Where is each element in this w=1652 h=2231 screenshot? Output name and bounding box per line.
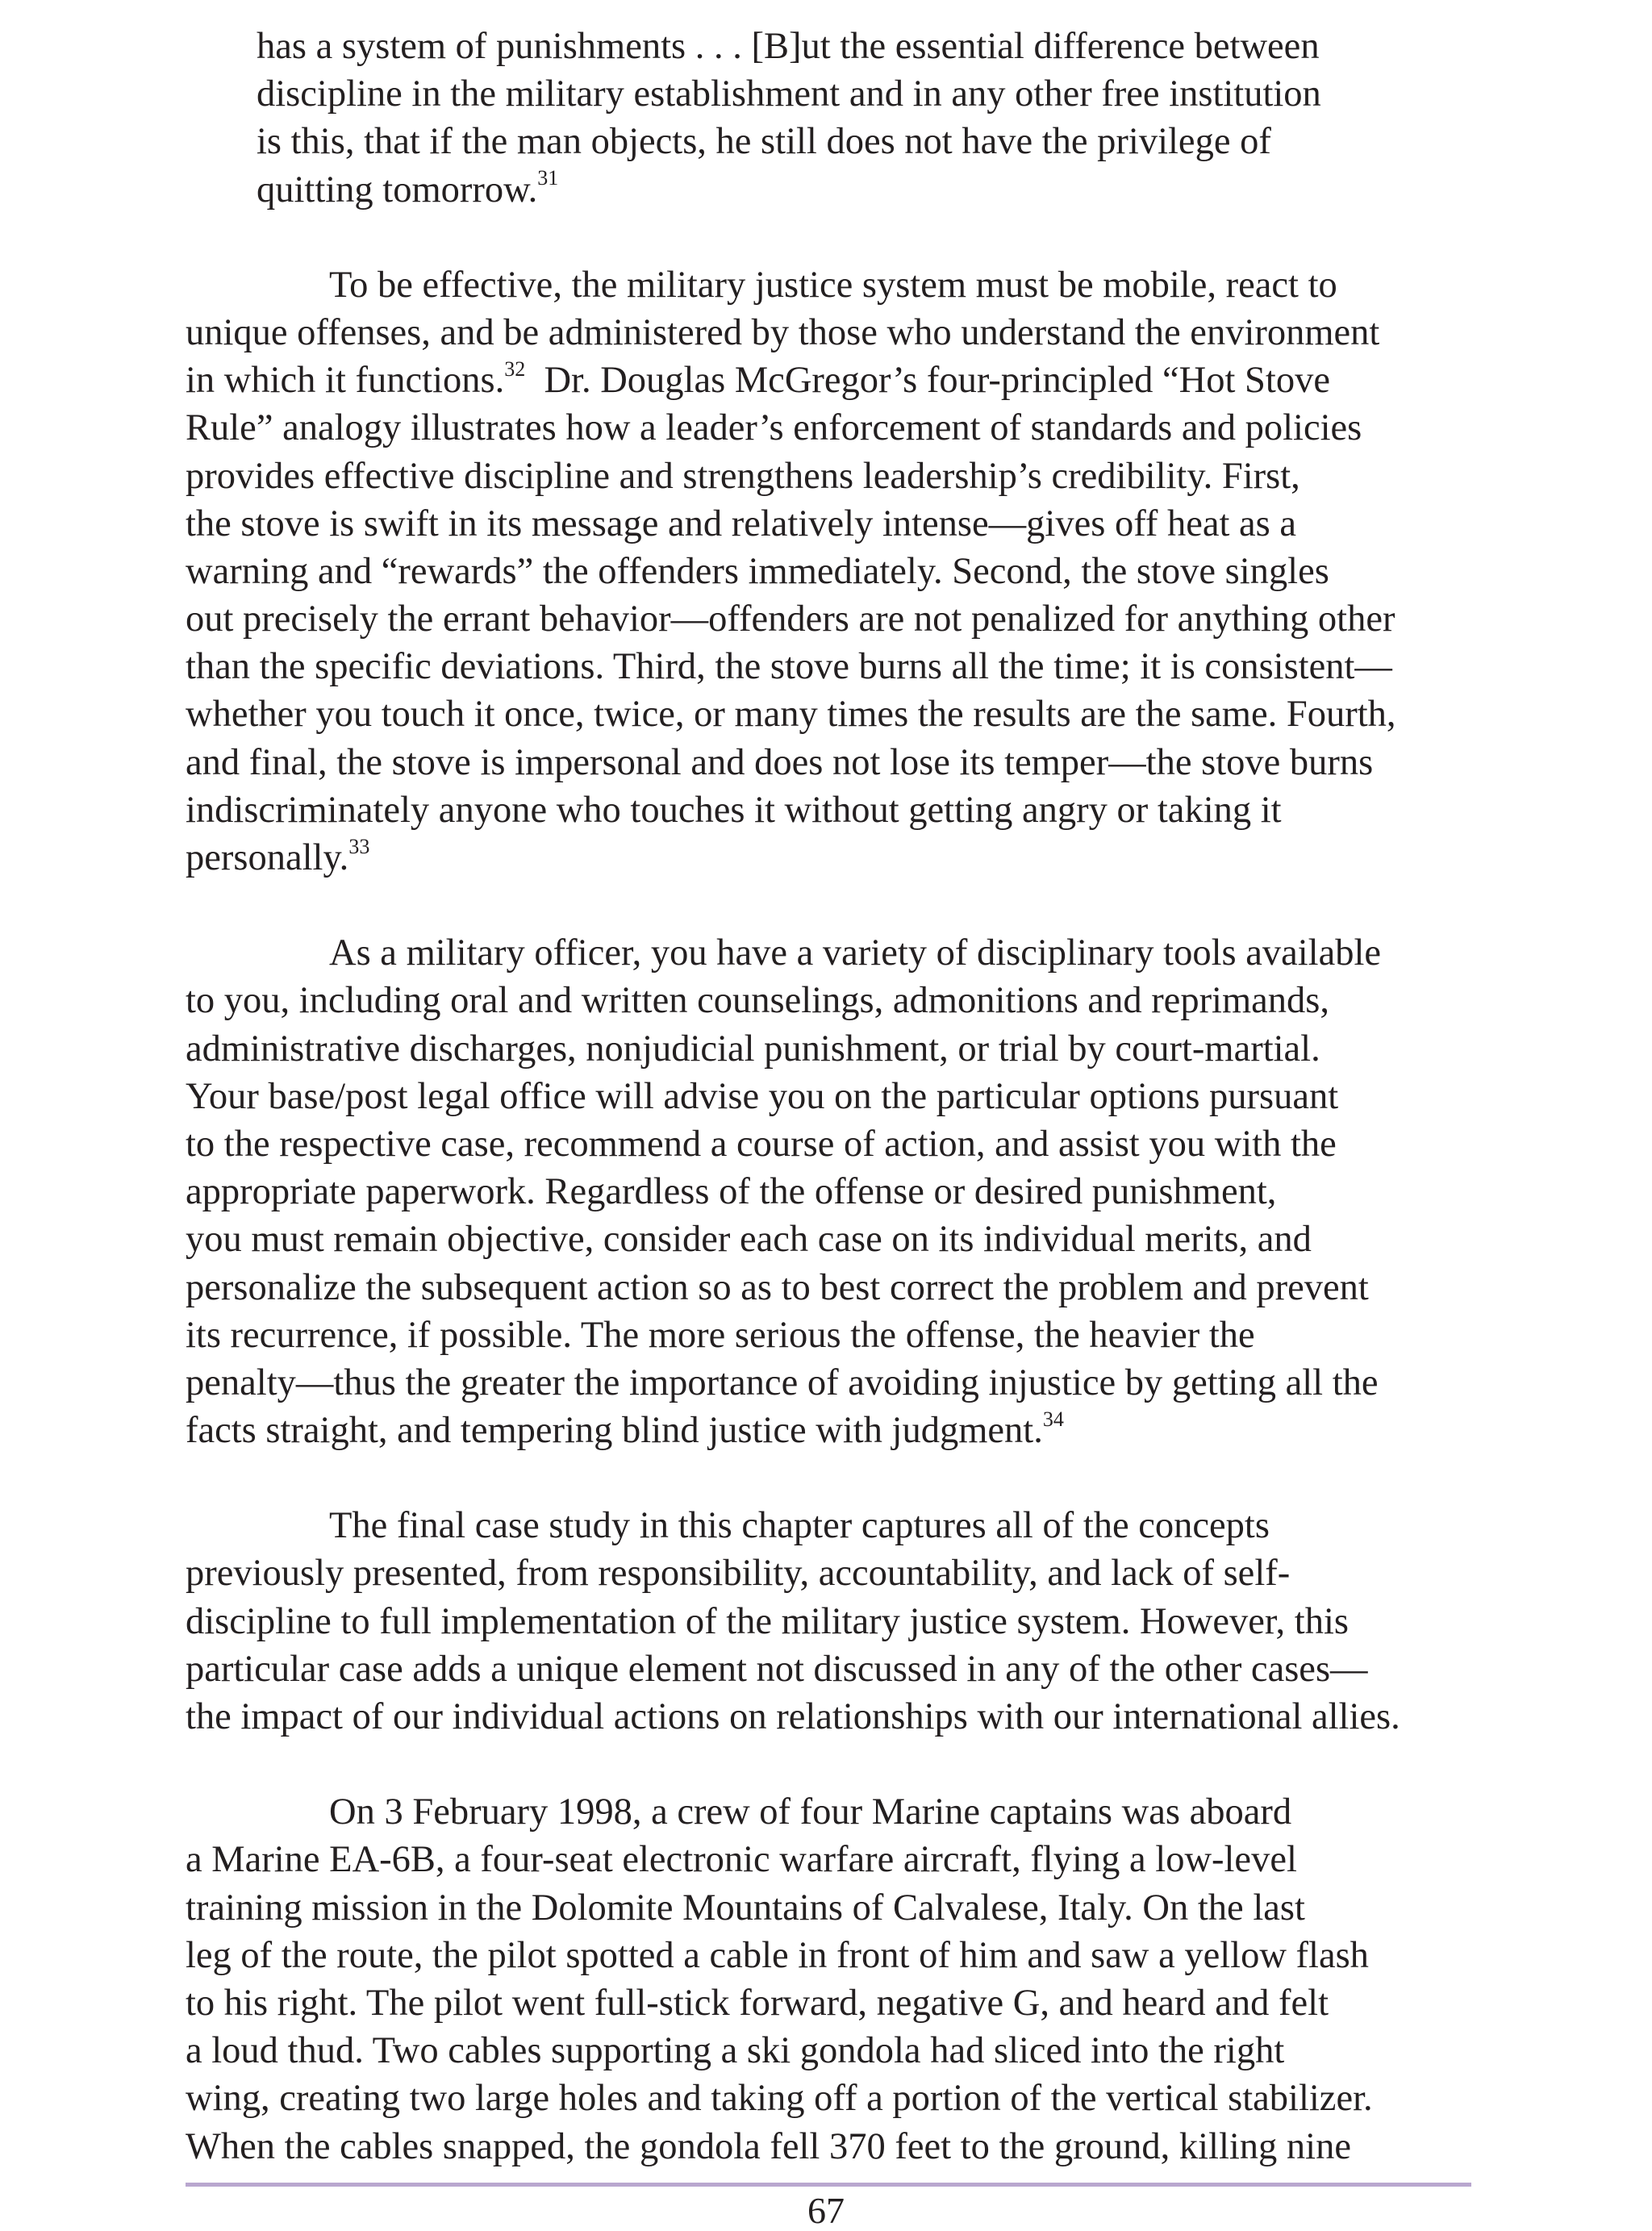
paragraph-line: discipline to full implementation of the military justice system. However, this [186, 1600, 1349, 1642]
paragraph-line: the stove is swift in its message and relatively intense—gives off heat as a [186, 502, 1297, 544]
paragraph-line: particular case adds a unique element not discussed in any of the other cases— [186, 1648, 1368, 1690]
paragraph-line: out precisely the errant behavior—offenders are not penalized for anything other [186, 598, 1395, 640]
paragraph-line: training mission in the Dolomite Mountains of Calvalese, Italy. On the last [186, 1887, 1305, 1929]
paragraph-line-text: in which it functions. [186, 360, 505, 402]
paragraph-line-text: Dr. Douglas McGregor’s four-principled “Hot Stove [525, 360, 1330, 402]
paragraph-line: On 3 February 1998, a crew of four Marine captains was aboard [329, 1791, 1292, 1833]
paragraph-line: When the cables snapped, the gondola fell 370 feet to the ground, killing nine [186, 2125, 1351, 2167]
paragraph-line: penalty—thus the greater the importance of avoiding injustice by getting all the [186, 1362, 1379, 1403]
quote-line-text: quitting tomorrow. [257, 169, 538, 211]
paragraph-line: you must remain objective, consider each case on its individual merits, and [186, 1219, 1312, 1261]
paragraph-line: previously presented, from responsibility, accountability, and lack of self- [186, 1553, 1291, 1595]
quote-line: has a system of punishments . . . [B]ut the essential difference between [257, 26, 1320, 67]
paragraph-line: to you, including oral and written counselings, admonitions and reprimands, [186, 980, 1330, 1022]
paragraph-line-text: personally. [186, 837, 349, 878]
paragraph-line: the impact of our individual actions on relationships with our international allies. [186, 1696, 1400, 1737]
paragraph-line [186, 1407, 1468, 1454]
paragraph-line: and final, the stove is impersonal and does not lose its temper—the stove burns [186, 741, 1374, 783]
page-number: 67 [807, 2190, 845, 2231]
paragraph-line: to his right. The pilot went full-stick forward, negative G, and heard and felt [186, 1982, 1329, 2024]
paragraph-line: a loud thud. Two cables supporting a ski gondola had sliced into the right [186, 2030, 1285, 2072]
paragraph-line: As a military officer, you have a variety of disciplinary tools available [329, 932, 1382, 974]
paragraph-line: than the specific deviations. Third, the stove burns all the time; it is consistent— [186, 646, 1392, 688]
paragraph-hot-stove [186, 261, 1468, 882]
paragraph-line [186, 834, 1468, 882]
paragraph-line: to the respective case, recommend a course of action, and assist you with the [186, 1123, 1337, 1165]
paragraph-line: whether you touch it once, twice, or many times the results are the same. Fourth, [186, 694, 1396, 736]
paragraph-line: administrative discharges, nonjudicial punishment, or trial by court-martial. [186, 1028, 1320, 1070]
paragraph-disciplinary-tools [186, 929, 1468, 1454]
paragraph-case-study-intro [186, 1502, 1468, 1741]
paragraph-line: Rule” analogy illustrates how a leader’s enforcement of standards and policies [186, 407, 1362, 449]
page-body [186, 23, 1468, 2171]
block-quote [186, 23, 1468, 214]
paragraph-line-text: facts straight, and tempering blind justice with judgment. [186, 1410, 1043, 1452]
paragraph-line: warning and “rewards” the offenders immediately. Second, the stove singles [186, 550, 1329, 592]
paragraph-line: appropriate paperwork. Regardless of the offense or desired punishment, [186, 1171, 1277, 1213]
footnote-marker: 32 [504, 357, 526, 381]
paragraph-line [186, 357, 1468, 404]
paragraph-line: personalize the subsequent action so as to best correct the problem and prevent [186, 1266, 1369, 1308]
paragraph-gondola-incident [186, 1788, 1468, 2171]
paragraph-line: Your base/post legal office will advise you on the particular options pursuant [186, 1075, 1339, 1117]
paragraph-line: To be effective, the military justice system must be mobile, react to [329, 264, 1337, 306]
footnote-marker: 31 [537, 166, 559, 190]
quote-line: discipline in the military establishment and in any other free institution [257, 73, 1321, 115]
quote-line [186, 166, 1468, 214]
paragraph-line: provides effective discipline and strengthens leadership’s credibility. First, [186, 455, 1300, 497]
paragraph-line: indiscriminately anyone who touches it without getting angry or taking it [186, 789, 1282, 831]
paragraph-line: wing, creating two large holes and taking off a portion of the vertical stabilizer. [186, 2078, 1373, 2120]
footnote-marker: 34 [1042, 1407, 1064, 1431]
footer-rule [186, 2183, 1471, 2187]
paragraph-line: leg of the route, the pilot spotted a cable in front of him and saw a yellow flash [186, 1934, 1369, 1976]
paragraph-line: its recurrence, if possible. The more serious the offense, the heavier the [186, 1314, 1255, 1356]
quote-line: is this, that if the man objects, he still does not have the privilege of [257, 121, 1271, 163]
paragraph-line: unique offenses, and be administered by those who understand the environment [186, 311, 1380, 353]
footnote-marker: 33 [348, 834, 370, 858]
paragraph-line: a Marine EA-6B, a four-seat electronic warfare aircraft, flying a low-level [186, 1839, 1297, 1881]
paragraph-line: The final case study in this chapter captures all of the concepts [329, 1505, 1270, 1547]
